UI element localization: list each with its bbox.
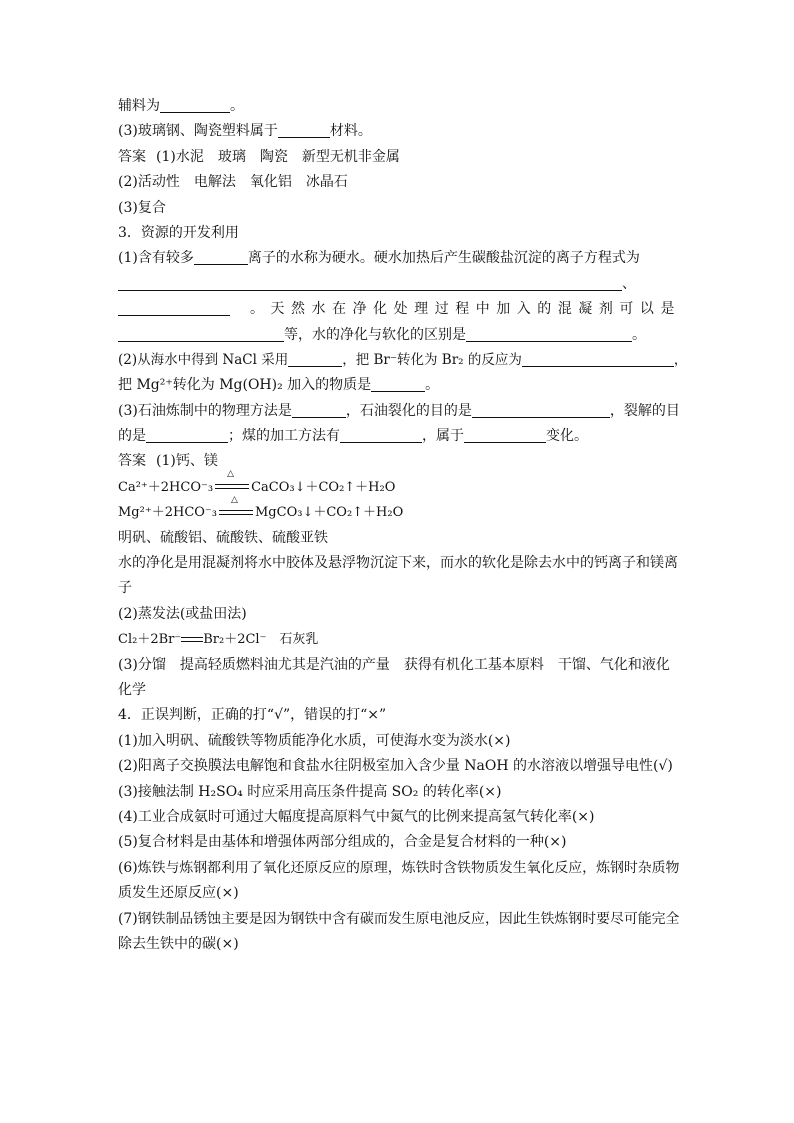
judgment-item — [118, 932, 678, 957]
answer-blank — [278, 122, 330, 138]
answer-blank — [371, 376, 425, 392]
answer-text: 明矾、硫酸铝、硫酸铁、硫酸亚铁 — [118, 529, 328, 546]
judgment-text: (6)炼铁与炼钢都利用了氧化还原反应的原理，炼铁时含铁物质发生氧化反应，炼钢时杂质物 — [118, 859, 680, 876]
question-line — [118, 373, 678, 398]
answer-text: (3)分馏 提高轻质燃料油尤其是汽油的产量 获得有机化工基本原料 干馏、气化和液化 — [118, 656, 670, 673]
judgment-item — [118, 805, 678, 830]
answer-line — [118, 602, 678, 627]
heat-equals-sign — [219, 494, 253, 520]
judgment-text: (1)加入明矾、硫酸铁等物质能净化水质，可使海水变为淡水(×) — [118, 732, 511, 749]
answer-label: 答案 — [118, 453, 146, 470]
question-line — [118, 246, 678, 271]
equation-line — [118, 469, 678, 500]
text: (3)玻璃钢、陶瓷塑料属于 — [118, 123, 278, 140]
text: 。 — [632, 326, 646, 343]
answer-line — [118, 145, 678, 170]
text: ，属于 — [422, 428, 464, 445]
text: 、 — [622, 275, 636, 292]
answer-blank — [522, 351, 674, 367]
answer-blank — [464, 427, 546, 443]
equation-right: Br₂＋2Cl⁻ 石灰乳 — [203, 632, 319, 648]
text: (1)含有较多 — [118, 250, 194, 267]
text: 辅料为 — [118, 98, 160, 114]
answer-text: (2)蒸发法(或盐田法) — [118, 605, 247, 622]
judgment-item — [118, 907, 678, 932]
text: ，石油裂化的目的是 — [345, 402, 472, 419]
section-heading — [118, 221, 678, 246]
judgment-item — [118, 729, 678, 754]
answer-line — [118, 678, 678, 703]
judgment-item — [118, 856, 678, 881]
judgment-text: (3)接触法制 H₂SO₄ 时应采用高压条件提高 SO₂ 的转化率(×) — [118, 783, 502, 800]
text: 等，水的净化与软化的区别是 — [284, 326, 466, 343]
question-line — [118, 399, 678, 424]
section-heading — [118, 703, 678, 728]
judgment-text: (5)复合材料是由基体和增强体两部分组成的，合金是复合材料的一种(×) — [118, 834, 567, 851]
text: 把 Mg²⁺转化为 Mg(OH)₂ 加入的物质是 — [118, 377, 372, 394]
question-line — [118, 348, 688, 373]
answer-text: 水的净化是用混凝剂将水中胶体及悬浮物沉淀下来，而水的软化是除去水中的钙离子和镁离 — [118, 555, 678, 572]
text: 的是 — [118, 428, 146, 445]
text: 。 — [230, 98, 244, 114]
heading-text: 3．资源的开发利用 — [118, 224, 239, 241]
heat-symbol: △ — [227, 469, 234, 480]
text: (2)从海水中得到 NaCl 采用 — [118, 351, 289, 368]
text: (3)石油炼制中的物理方法是 — [118, 402, 292, 419]
heat-symbol: △ — [231, 494, 238, 505]
heat-equals-sign — [215, 469, 249, 494]
answer-blank — [340, 427, 422, 443]
judgment-text: 质发生还原反应(×) — [118, 885, 239, 902]
judgment-text: (7)钢铁制品锈蚀主要是因为钢铁中含有碳而发生原电池反应，因此生铁炼钢时要尽可能完全 — [118, 910, 680, 927]
judgment-item — [118, 881, 678, 906]
equation-left: Ca²⁺＋2HCO⁻₃ — [118, 479, 214, 495]
equation-left: Mg²⁺＋2HCO⁻₃ — [118, 505, 217, 521]
question-line — [118, 272, 678, 297]
answer-text: (1)钙、镁 — [156, 453, 218, 470]
equals-sign — [181, 635, 203, 645]
equation-right: CaCO₃↓＋CO₂↑＋H₂O — [251, 479, 396, 495]
answer-text: 化学 — [118, 681, 146, 698]
heading-text: 4．正误判断，正确的打“√”，错误的打“×” — [118, 707, 387, 724]
answer-blank — [118, 326, 284, 342]
answer-text: (3)复合 — [118, 199, 166, 216]
question-line — [118, 323, 678, 348]
answer-line — [118, 576, 678, 601]
equation-line — [118, 494, 678, 525]
text: ，把 Br⁻转化为 Br₂ 的反应为 — [342, 351, 522, 368]
judgment-item — [118, 754, 678, 779]
judgment-text: (2)阳离子交换膜法电解饱和食盐水往阴极室加入含少量 NaOH 的水溶液以增强导电性(√) — [118, 758, 673, 775]
equation-right: MgCO₃↓＋CO₂↑＋H₂O — [255, 505, 404, 521]
judgment-text: 除去生铁中的碳(×) — [118, 935, 239, 952]
judgment-item — [118, 830, 678, 855]
text-line — [118, 119, 678, 144]
answer-line — [118, 526, 678, 551]
text: ， — [673, 351, 688, 368]
answer-line — [118, 449, 678, 474]
answer-blank — [160, 97, 230, 113]
answer-blank — [118, 275, 622, 291]
answer-line — [118, 196, 678, 221]
text: ，裂解的目 — [609, 402, 680, 419]
answer-blank — [118, 300, 230, 316]
answer-text: 子 — [118, 580, 132, 597]
text: 变化。 — [546, 428, 588, 445]
text: ；煤的加工方法有 — [228, 428, 340, 445]
answer-blank — [146, 427, 228, 443]
answer-blank — [472, 402, 610, 418]
answer-line — [118, 551, 678, 576]
answer-blank — [288, 351, 342, 367]
answer-blank — [194, 249, 248, 265]
text: 材料。 — [329, 123, 372, 140]
equation-left: Cl₂＋2Br⁻ — [118, 632, 182, 648]
answer-blank — [292, 402, 346, 418]
judgment-text: (4)工业合成氨时可通过大幅度提高原料气中氮气的比例来提高氢气转化率(×) — [118, 808, 595, 825]
answer-text: (2)活动性 电解法 氧化铝 冰晶石 — [118, 174, 348, 191]
judgment-item — [118, 780, 678, 805]
text: 。天然水在净化处理过程中加入的混凝剂可以是 — [250, 301, 681, 318]
text: 离子的水称为硬水。硬水加热后产生碳酸盐沉淀的离子方程式为 — [247, 250, 640, 267]
question-line — [118, 424, 678, 449]
text-line — [118, 94, 678, 119]
text: 。 — [425, 377, 440, 394]
document-page — [118, 94, 688, 957]
answer-blank — [466, 326, 632, 342]
equation-line — [118, 627, 678, 652]
answer-text: (1)水泥 玻璃 陶瓷 新型无机非金属 — [156, 148, 400, 165]
answer-label: 答案 — [118, 148, 146, 165]
question-line — [118, 297, 681, 322]
answer-line — [118, 170, 678, 195]
answer-line — [118, 653, 678, 678]
